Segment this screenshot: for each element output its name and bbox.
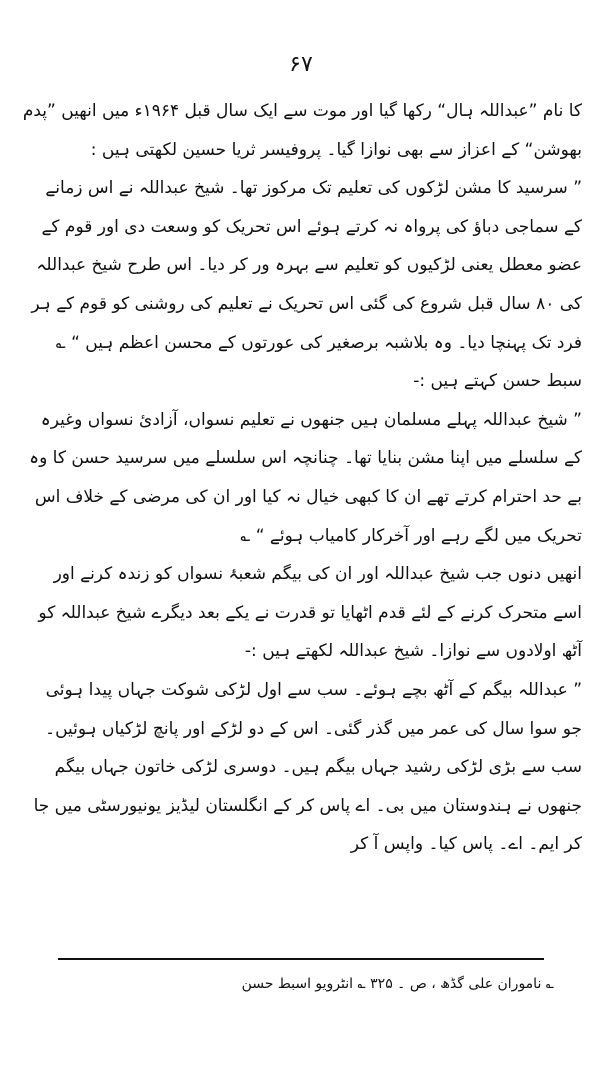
footnotes: ؎ ناموران علی گڈھ ، ص ۔ ۳۲۵ ؎ انٹرویو اسبط حسن	[241, 976, 554, 992]
quote-suraiya-husain: ” سرسید کا مشن لڑکوں کی تعلیم تک مرکوز تھا۔ شیخ عبداللہ نے اس زمانے کے سماجی دباؤ کی پرواہ نہ کرتے ہوئے اس تحریک کو وسعت دی اور قوم کے عضو معطل یعنی لڑکیوں کو تعلیم سے بہرہ ور کر دیا۔ اس طرح شیخ عبداللہ کی ۸۰ سال قبل شروع کی گئی اس تحریک نے تعلیم کی روشنی کو قوم کے ہر فرد تک پہنچا دیا۔ وہ بلاشبہ برصغیر کی عورتوں کے محسن اعظم ہیں “ ؎	[31, 178, 582, 353]
paragraph-children: انھیں دنوں جب شیخ عبداللہ اور ان کی بیگم شعبۂ نسواں کو زندہ کرنے اور اسے متحرک کرنے کے لئے قدم اٹھایا تو قدرت نے یکے بعد دیگرے شیخ عبداللہ کو آٹھ اولادوں سے نوازا۔ شیخ عبداللہ لکھتے ہیں :-	[38, 564, 582, 662]
body-text	[22, 92, 582, 864]
paragraph-intro: کا نام ”عبداللہ ہال“ رکھا گیا اور موت سے ایک سال قبل ۱۹۶۴ء میں انھیں ”پدم بھوشن“ کے اعزاز سے بھی نوازا گیا۔ پروفیسر ثریا حسین لکھتی ہیں :	[22, 101, 582, 160]
quote-sibt-hasan: ” شیخ عبداللہ پہلے مسلمان ہیں جنھوں نے تعلیم نسواں، آزادئ نسواں وغیرہ کے سلسلے میں اپنا مشن بنایا تھا۔ چنانچہ اس سلسلے میں سرسید حسن کا وہ بے حد احترام کرتے تھے ان کا کبھی خیال نہ کیا اور ان کی مرضی کے خلاف اس تحریک میں لگے رہے اور آخرکار کامیاب ہوئے “ ؎	[29, 409, 582, 546]
quote-sheikh-abdullah: ” عبداللہ بیگم کے آٹھ بچے ہوئے۔ سب سے اول لڑکی شوکت جہاں پیدا ہوئی جو سوا سال کی عمر میں گذر گئی۔ اس کے دو لڑکے اور پانچ لڑکیاں ہوئیں۔ سب سے بڑی لڑکی رشید جہاں بیگم ہیں۔ دوسری لڑکی خاتون جہاں بیگم جنھوں نے ہندوستان میں بی۔ اے پاس کر کے انگلستان لیڈیز یونیورسٹی میں جا کر ایم۔ اے۔ پاس کیا۔ واپس آ کر	[33, 679, 582, 855]
footnote-divider	[58, 958, 544, 960]
paragraph-sibt-hasan-intro: سبط حسن کہتے ہیں :-	[413, 371, 582, 392]
page-number: ۶۷	[289, 52, 313, 77]
